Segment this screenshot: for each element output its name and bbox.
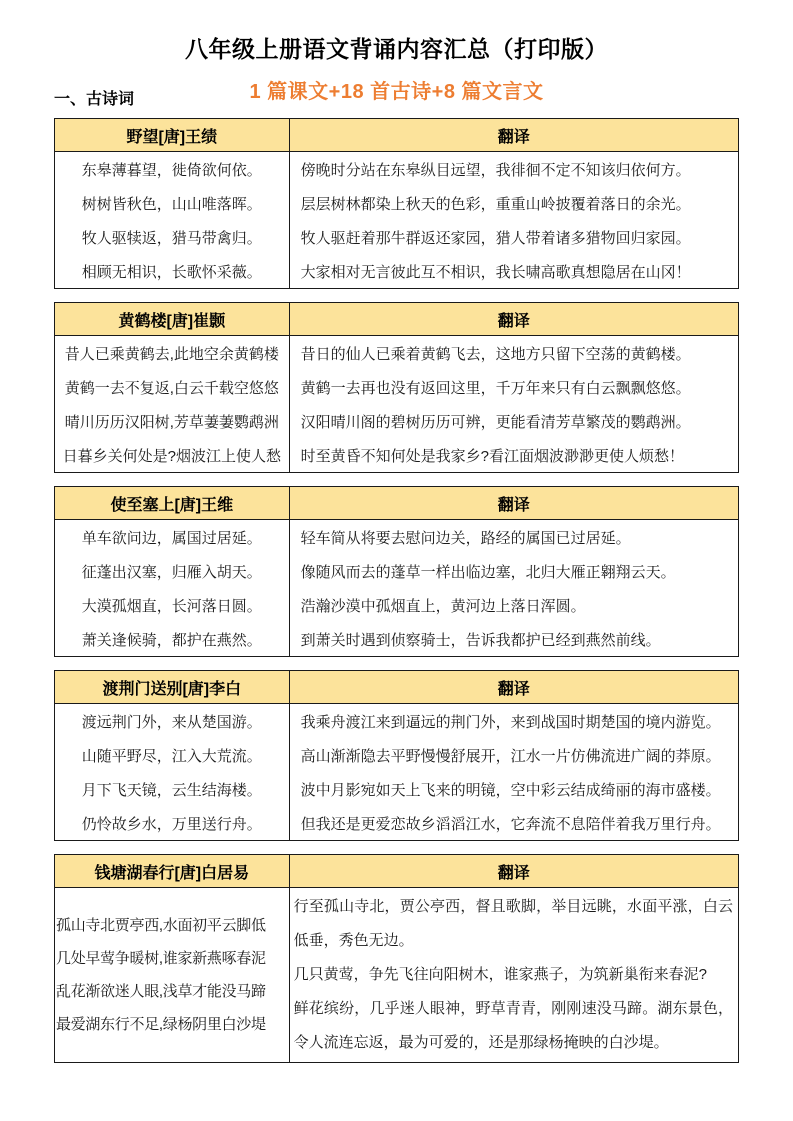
poem-row — [55, 404, 739, 438]
translation-text: 到萧关时遇到侦察骑士，告诉我都护已经到燕然前线。 — [300, 631, 661, 649]
poem-line: 孤山寺北贾亭西,水面初平云脚低 — [56, 917, 266, 934]
poem-line: 相顾无相识，长歌怀采薇。 — [55, 254, 290, 289]
poem-line: 渡远荆门外，来从楚国游。 — [55, 704, 290, 739]
translation-text: 时至黄昏不知何处是我家乡?看江面烟波渺渺更使人烦愁！ — [300, 447, 684, 465]
translation-text: 大家相对无言彼此互不相识，我长啸高歌真想隐居在山冈！ — [300, 263, 691, 281]
table-header-row — [55, 119, 739, 152]
poem-row — [55, 336, 739, 371]
translation-text: 但我还是更爱恋故乡滔滔江水，它奔流不息陪伴着我万里行舟。 — [300, 815, 721, 833]
table-header-row — [55, 855, 739, 888]
poem-row — [55, 554, 739, 588]
poem-title: 野望[唐]王绩 — [55, 119, 290, 152]
translation-column-header: 翻译 — [289, 119, 738, 152]
poem-row — [55, 738, 739, 772]
translation-paragraph: 鲜花缤纷，几乎迷人眼神，野草青青，刚刚速没马蹄。湖东景色，令人流连忘返，最为可爱的，还是那绿杨掩映的白沙堤。 — [293, 1000, 733, 1051]
translation-text: 傍晚时分站在东皋纵目远望，我徘徊不定不知该归依何方。 — [300, 161, 691, 179]
page-subtitle: 1 篇课文+18 首古诗+8 篇文言文 — [249, 81, 544, 103]
section-heading: 一、古诗词 — [54, 91, 135, 108]
poem-table-dujingmen — [54, 670, 739, 841]
translation-text: 高山渐渐隐去平野慢慢舒展开，江水一片仿佛流进广阔的莽原。 — [300, 747, 721, 765]
translation-paragraph: 行至孤山寺北，贾公亭西，督且歌脚，举目远眺，水面平涨，白云低垂，秀色无边。 — [293, 898, 733, 949]
translation-column-header: 翻译 — [289, 487, 738, 520]
translation-text: 黄鹤一去再也没有返回这里，千万年来只有白云飘飘悠悠。 — [300, 379, 691, 397]
poem-row — [55, 438, 739, 473]
poem-row — [55, 704, 739, 739]
poem-line: 日暮乡关何处是?烟波江上使人愁 — [55, 438, 290, 473]
poem-line: 晴川历历汉阳树,芳草萋萋鹦鹉洲 — [55, 404, 290, 438]
poem-row — [55, 220, 739, 254]
poem-line: 山随平野尽，江入大荒流。 — [55, 738, 290, 772]
poem-row — [55, 806, 739, 841]
poem-line: 乱花渐欲迷人眼,浅草才能没马蹄 — [56, 983, 266, 1000]
poem-table-shizhisaishang — [54, 486, 739, 657]
translation-text: 浩瀚沙漠中孤烟直上，黄河边上落日浑圆。 — [300, 597, 586, 615]
translation-column-header: 翻译 — [289, 855, 738, 888]
translation-paragraph: 几只黄莺，争先飞往向阳树木，谁家燕子，为筑新巢衔来春泥? — [293, 966, 707, 983]
poem-line: 月下飞天镜，云生结海楼。 — [55, 772, 290, 806]
page-title: 八年级上册语文背诵内容汇总（打印版） — [185, 36, 608, 62]
poem-line: 最爱湖东行不足,绿杨阴里白沙堤 — [56, 1016, 266, 1033]
poem-table-huanghelou — [54, 302, 739, 473]
table-header-row — [55, 487, 739, 520]
poem-row — [55, 520, 739, 555]
poem-row — [55, 772, 739, 806]
translation-text: 汉阳晴川阁的碧树历历可辨，更能看清芳草繁茂的鹦鹉洲。 — [300, 413, 691, 431]
poem-row — [55, 186, 739, 220]
translation-column-header: 翻译 — [289, 303, 738, 336]
translation-text: 波中月影宛如天上飞来的明镜，空中彩云结成绮丽的海市盛楼。 — [300, 781, 721, 799]
poem-table-yewang — [54, 118, 739, 289]
poem-line: 东皋薄暮望，徙倚欲何依。 — [55, 152, 290, 187]
translation-text: 我乘舟渡江来到逼远的荆门外，来到战国时期楚国的境内游览。 — [300, 713, 721, 731]
poem-line: 征蓬出汉塞，归雁入胡天。 — [55, 554, 290, 588]
poem-title: 使至塞上[唐]王维 — [55, 487, 290, 520]
poem-row — [55, 152, 739, 187]
translation-column-header: 翻译 — [289, 671, 738, 704]
poem-title: 钱塘湖春行[唐]白居易 — [55, 855, 290, 888]
poem-line: 萧关逢候骑，都护在燕然。 — [55, 622, 290, 657]
poem-line: 几处早莺争暖树,谁家新燕啄春泥 — [56, 950, 266, 967]
poem-table-qiantanghu — [54, 854, 739, 1063]
translation-text: 轻车简从将要去慰问边关，路经的属国已过居延。 — [300, 529, 631, 547]
poem-line: 树树皆秋色，山山唯落晖。 — [55, 186, 290, 220]
poem-title: 黄鹤楼[唐]崔颢 — [55, 303, 290, 336]
poem-line: 单车欲问边，属国过居延。 — [55, 520, 290, 555]
translation-text: 昔日的仙人已乘着黄鹤飞去，这地方只留下空荡的黄鹤楼。 — [300, 345, 691, 363]
table-header-row — [55, 303, 739, 336]
table-header-row — [55, 671, 739, 704]
poem-row — [55, 370, 739, 404]
poem-row — [55, 622, 739, 657]
poem-line: 牧人驱犊返，猎马带禽归。 — [55, 220, 290, 254]
poem-line: 黄鹤一去不复返,白云千载空悠悠 — [55, 370, 290, 404]
translation-text: 像随风而去的蓬草一样出临边塞，北归大雁正翱翔云天。 — [300, 563, 676, 581]
translation-text: 层层树林都染上秋天的色彩，重重山岭披覆着落日的余光。 — [300, 195, 691, 213]
poem-row — [55, 254, 739, 289]
poem-row — [55, 888, 739, 1063]
poem-lines-cell — [55, 888, 290, 1063]
translation-text: 牧人驱赶着那牛群返还家园，猎人带着诸多猎物回归家园。 — [300, 229, 691, 247]
poem-line: 大漠孤烟直，长河落日圆。 — [55, 588, 290, 622]
poem-line: 昔人已乘黄鹤去,此地空余黄鹤楼 — [55, 336, 290, 371]
poem-line: 仍怜故乡水，万里送行舟。 — [55, 806, 290, 841]
translation-paragraphs-cell — [289, 888, 738, 1063]
poem-title: 渡荆门送别[唐]李白 — [55, 671, 290, 704]
poem-row — [55, 588, 739, 622]
